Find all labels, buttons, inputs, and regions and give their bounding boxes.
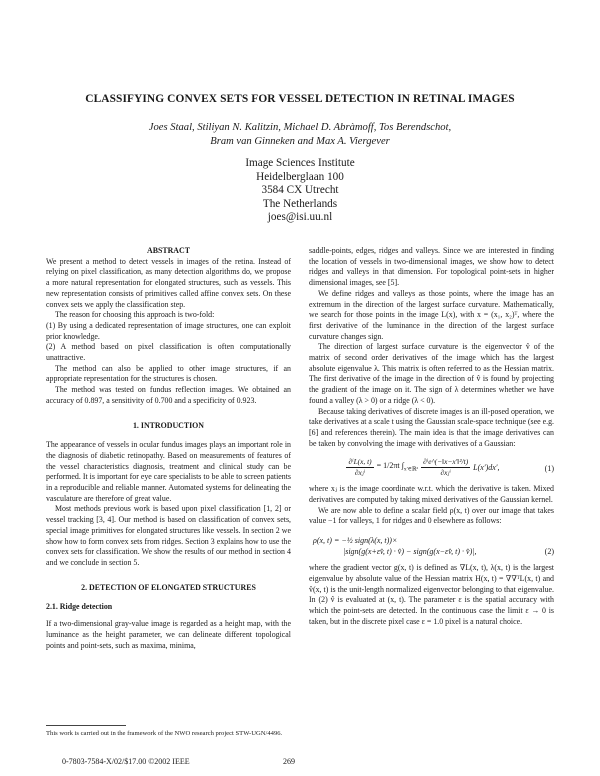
introduction-paragraph: The appearance of vessels in ocular fundus images plays an important role in the diagnosis of diabetic retinopathy. Based on measurements of features of the vessel characteristics diagnosis, treatment and clinical study can be performed. It is important for eye care specialists to be able to screen patients in a reproducible and reliable manner. Automated systems for delineating the vasculature are therefore of great value. [46,440,291,503]
body-paragraph: where xⱼ is the image coordinate w.r.t. which the derivative is taken. Mixed derivatives are computed by taking mixed derivatives of the Gaussian kernel. [309,484,554,505]
detection-paragraph: If a two-dimensional gray-value image is regarded as a height map, with the luminance as the height parameter, we can delineate different topological points and point-sets, such as maxima, minima, [46,619,291,650]
eq1-rhs-fraction [421,457,470,478]
eq1-rhs-numerator: ∂ⁱe^(−‖x−x′‖²/t) [423,457,469,467]
body-paragraph: saddle-points, edges, ridges and valleys. Since we are interested in finding the location of vessels in two-dimensional images, we show how to detect ridges and valleys in that dimension. For topological point-sets in higher dimensional images, see [5]. [309,246,554,288]
affiliation-street: Heidelberglaan 100 [256,170,344,183]
body-paragraph: We are now able to define a scalar field ρ(x, t) over our image that takes value −1 for valleys, 1 for ridges and 0 elsewhere as follows: [309,505,554,526]
abstract-paragraph: (2) A method based on pixel classification is often computationally unattractive. [46,342,291,363]
author-list [0,121,600,148]
body-paragraph: Because taking derivatives of discrete images is an ill-posed operation, we take derivatives at a scale t using the Gaussian scale-space technique (see e.g. [6] and references therein). The main idea is that the image derivatives can be taken by convolving the image with derivatives of a Gaussian: [309,406,554,448]
footnote-rule [46,725,126,726]
abstract-paragraph: The method was tested on fundus reflection images. We obtained an accuracy of 0.897, a sensitivity of 0.700 and a specificity of 0.923. [46,385,291,405]
body-paragraph: We define ridges and valleys as those points, where the image has an extremum in the direction of the largest surface curvature. Mathematically, we search for those points in the image L(x), with x = (x₁, x₂)ᵀ, where the first derivative of the luminance in the direction of the largest surface curvature changes sign. [309,288,554,341]
abstract-paragraph: (1) By using a dedicated representation of image structures, one can exploit prior knowledge. [46,320,291,341]
detection-heading: 2. DETECTION OF ELONGATED STRUCTURES [81,582,256,592]
left-column [46,246,291,651]
eq1-number: (1) [544,464,554,474]
paper-title: CLASSIFYING CONVEX SETS FOR VESSEL DETECTION IN RETINAL IMAGES [85,93,515,105]
eq1-middle-text: = 1/2πt ∫ [376,461,404,471]
introduction-heading: 1. INTRODUCTION [132,420,205,430]
abstract-heading: ABSTRACT [147,246,190,255]
equation-1 [309,457,554,478]
body-paragraph: where the gradient vector g(x, t) is defined as ∇L(x, t), λ(x, t) is the largest eigenvalue by absolute value of the Hessian matrix H(x, t) = ∇∇ᵀL(x, t) and v̂(x, t) is the unit-length normalized eigenvector belonging to that eigenvalue. In (2) v̂ is evaluated at (x, t). The parameter ε is the spatial accuracy with which the point-sets are detected. In the continuous case the limit ε → 0 is taken, but in the discrete pixel case ε = 1.0 pixel is a natural choice. [309,563,554,626]
affiliation-email: joes@isi.uu.nl [267,211,333,224]
eq1-lhs-fraction [346,457,373,478]
affiliation-institute: Image Sciences Institute [245,157,355,169]
introduction-paragraph: Most methods previous work is based upon pixel classification [1, 2] or vessel tracking [3, 4]. Our method is based on classification of convex sets, special image primitives for elongated structures like vessels. In section 2 we show how to form convex sets from ridges. Section 3 explains how to use the convex sets for classification. We show the results of our method in section 4 and we conclude in section 5. [46,504,291,567]
eq1-integral-domain: x′∈ℝ² [403,466,419,473]
equation-2 [309,535,554,557]
footnote: This work is carried out in the framework of the NWO research project STW-UGN/4496. [46,730,283,737]
eq2-number: (2) [544,547,554,557]
eq2-line-2: |sign(g(x+εv̂, t) · v̂) − sign(g(x−εv̂, t) · v̂)|, [343,547,477,557]
affiliation-country: The Netherlands [262,197,338,210]
body-paragraph: The direction of largest surface curvature is the eigenvector v̂ of the matrix of second order derivatives of the image which has the largest absolute eigenvalue λ. This matrix is often referred to as the Hessian matrix. The first derivative of the image in the direction of v̂ is found by projecting the gradient of the image on it. The sign of λ determines whether we have found a valley (λ > 0) or a ridge (λ < 0). [309,342,554,405]
right-column [309,246,554,627]
authors-line-2: Bram van Ginneken and Max A. Viergever [210,135,390,147]
affiliation-city: 3584 CX Utrecht [261,184,339,197]
ridge-detection-subheading: 2.1. Ridge detection [46,602,113,612]
eq1-middle [377,460,418,476]
abstract-paragraph: We present a method to detect vessels in images of the retina. Instead of relying on pixel classification, as many detection algorithms do, we propose a more natural representation for elongated structures, such as vessels. This new representation consists of primitives called affine convex sets. On these convex sets we apply the classification step. [46,256,291,309]
eq1-lhs-denominator: ∂xⱼⁱ [354,468,366,478]
eq1-lhs-numerator: ∂ⁱL(x, t) [348,457,372,467]
eq1-tail: L(x′)dx′, [473,463,500,473]
authors-line-1: Joes Staal, Stiliyan N. Kalitzin, Michael D. Abràmoff, Tos Berendschot, [148,122,452,133]
eq1-rhs-denominator: ∂xⱼⁱ [440,468,451,478]
abstract-paragraph: The reason for choosing this approach is two-fold: [55,310,215,320]
copyright-line: 0-7803-7584-X/02/$17.00 ©2002 IEEE [62,757,190,766]
affiliation-block [0,157,600,225]
eq2-line-1: ρ(x, t) = −½ sign(λ(x, t))× [313,536,398,546]
page-number: 269 [283,757,295,766]
abstract-paragraph: The method can also be applied to other image structures, if an appropriate representation for the structures is chosen. [46,363,291,384]
